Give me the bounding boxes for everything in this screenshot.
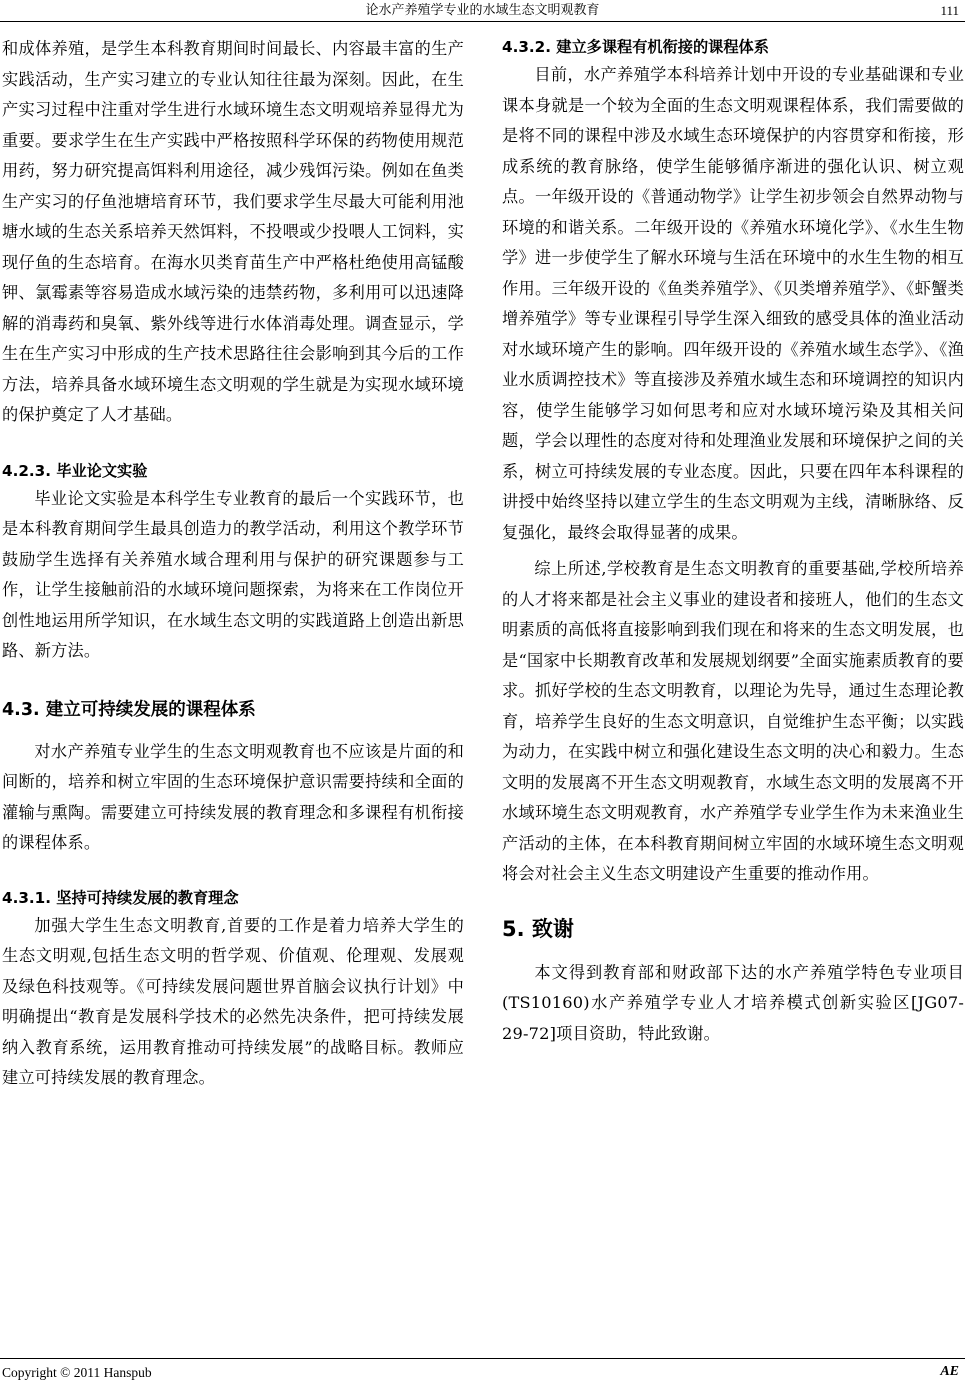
paragraph: 对水产养殖专业学生的生态文明观教育也不应该是片面的和间断的，培养和树立牢固的生态环境保护意识需要持续和全面的灌输与熏陶。需要建立可持续发展的教育理念和多课程有机衔接的课程体系。 [2, 741, 464, 852]
paragraph: 本文得到教育部和财政部下达的水产养殖学特色专业项目(TS10160)水产养殖学专业人才培养模式创新实验区[JG07-29-72]项目资助，特此致谢。 [502, 962, 964, 1043]
section-heading-4-3-1: 4.3.1. 坚持可持续发展的教育理念 [2, 888, 239, 907]
paragraph: 和成体养殖，是学生本科教育期间时间最长、内容最丰富的生产实践活动，生产实习建立的专业认知往往最为深刻。因此，在生产实习过程中注重对学生进行水域环境生态文明观培养显得尤为重要。要求学生在生产实践中严格按照科学环保的药物使用规范用药，努力研究提高饵料利用途径，减少残饵污染。例如在鱼类生产实习的仔鱼池塘培育环节，我们要求学生尽最大可能利用池塘水域的生态关系培养天然饵料，不投喂或少投喂人工饲料，实现仔鱼的生态培育。在海水贝类育苗生产中严格杜绝使用高锰酸钾、氯霉素等容易造成水域污染的违禁药物，多利用可以迅速降解的消毒药和臭氧、紫外线等进行水体消毒处理。调查显示，学生在生产实习中形成的生产技术思路往往会影响到其今后的工作方法，培养具备水域环境生态文明观的学生就是为实现水域环境的保护奠定了人才基础。 [2, 39, 464, 424]
page-number: 111 [940, 3, 959, 18]
footer-rule [0, 1358, 965, 1359]
section-heading-4-2-3: 4.2.3. 毕业论文实验 [2, 461, 148, 480]
page-header [0, 0, 965, 22]
section-heading-4-3-2: 4.3.2. 建立多课程有机衔接的课程体系 [502, 38, 769, 56]
running-title: 论水产养殖学专业的水域生态文明观教育 [365, 3, 600, 18]
left-column [2, 34, 464, 1094]
section-heading-4-3: 4.3. 建立可持续发展的课程体系 [2, 699, 256, 720]
paragraph: 综上所述,学校教育是生态文明教育的重要基础,学校所培养的人才将来都是社会主义事业的建设者和接班人，他们的生态文明素质的高低将直接影响到我们现在和将来的生态文明发展，也是“国家中长期教育改革和发展规划纲要”全面实施素质教育的要求。抓好学校的生态文明教育，以理论为先导，通过生态理论教育，培养学生良好的生态文明意识，自觉维护生态平衡；以实践为动力，在实践中树立和强化建设生态文明的决心和毅力。生态文明的发展离不开生态文明观教育，水域生态文明的发展离不开水域环境生态文明观教育，水产养殖学专业学生作为未来渔业生产活动的主体，在本科教育期间树立牢固的水域环境生态文明观将会对社会主义生态文明建设产生重要的推动作用。 [502, 559, 964, 883]
section-heading-5: 5. 致谢 [502, 916, 574, 941]
paragraph: 加强大学生生态文明教育,首要的工作是着力培养大学生的生态文明观,包括生态文明的哲学观、价值观、伦理观、发展观及绿色科技观等。《可持续发展问题世界首脑会议执行计划》中明确提出“教育是发展科学技术的必然先决条件，把可持续发展纳入教育系统，运用教育推动可持续发展”的战略目标。教师应建立可持续发展的教育理念。 [2, 915, 464, 1087]
right-column [502, 34, 964, 1049]
journal-abbreviation: AE [940, 1364, 959, 1379]
page-footer [0, 1358, 965, 1386]
paragraph: 毕业论文实验是本科学生专业教育的最后一个实践环节，也是本科教育期间学生最具创造力的教学活动，利用这个教学环节鼓励学生选择有关养殖水域合理利用与保护的研究课题参与工作，让学生接触前沿的水域环境问题探索，为将来在工作岗位开创性地运用所学知识，在水域生态文明的实践道路上创造出新思路、新方法。 [2, 488, 464, 660]
copyright-notice: Copyright © 2011 Hanspub [2, 1365, 152, 1380]
header-rule [0, 21, 965, 22]
paragraph: 目前，水产养殖学本科培养计划中开设的专业基础课和专业课本身就是一个较为全面的生态文明观课程体系，我们需要做的是将不同的课程中涉及水域生态环境保护的内容贯穿和衔接，形成系统的教育脉络，使学生能够循序渐进的强化认识、树立观点。一年级开设的《普通动物学》让学生初步领会自然界动物与环境的和谐关系。二年级开设的《养殖水环境化学》、《水生生物学》进一步使学生了解水环境与生活在环境中的水生生物的相互作用。三年级开设的《鱼类养殖学》、《贝类增养殖学》、《虾蟹类增养殖学》等专业课程引导学生深入细致的感受具体的渔业活动对水域环境产生的影响。四年级开设的《养殖水域生态学》、《渔业水质调控技术》等直接涉及养殖水域生态和环境调控的知识内容，使学生能够学习如何思考和应对水域环境污染及其相关问题，学会以理性的态度对待和处理渔业发展和环境保护之间的关系，树立可持续发展的专业态度。因此，只要在四年本科课程的讲授中始终坚持以建立学生的生态文明观为主线，清晰脉络、反复强化，最终会取得显著的成果。 [502, 65, 964, 542]
